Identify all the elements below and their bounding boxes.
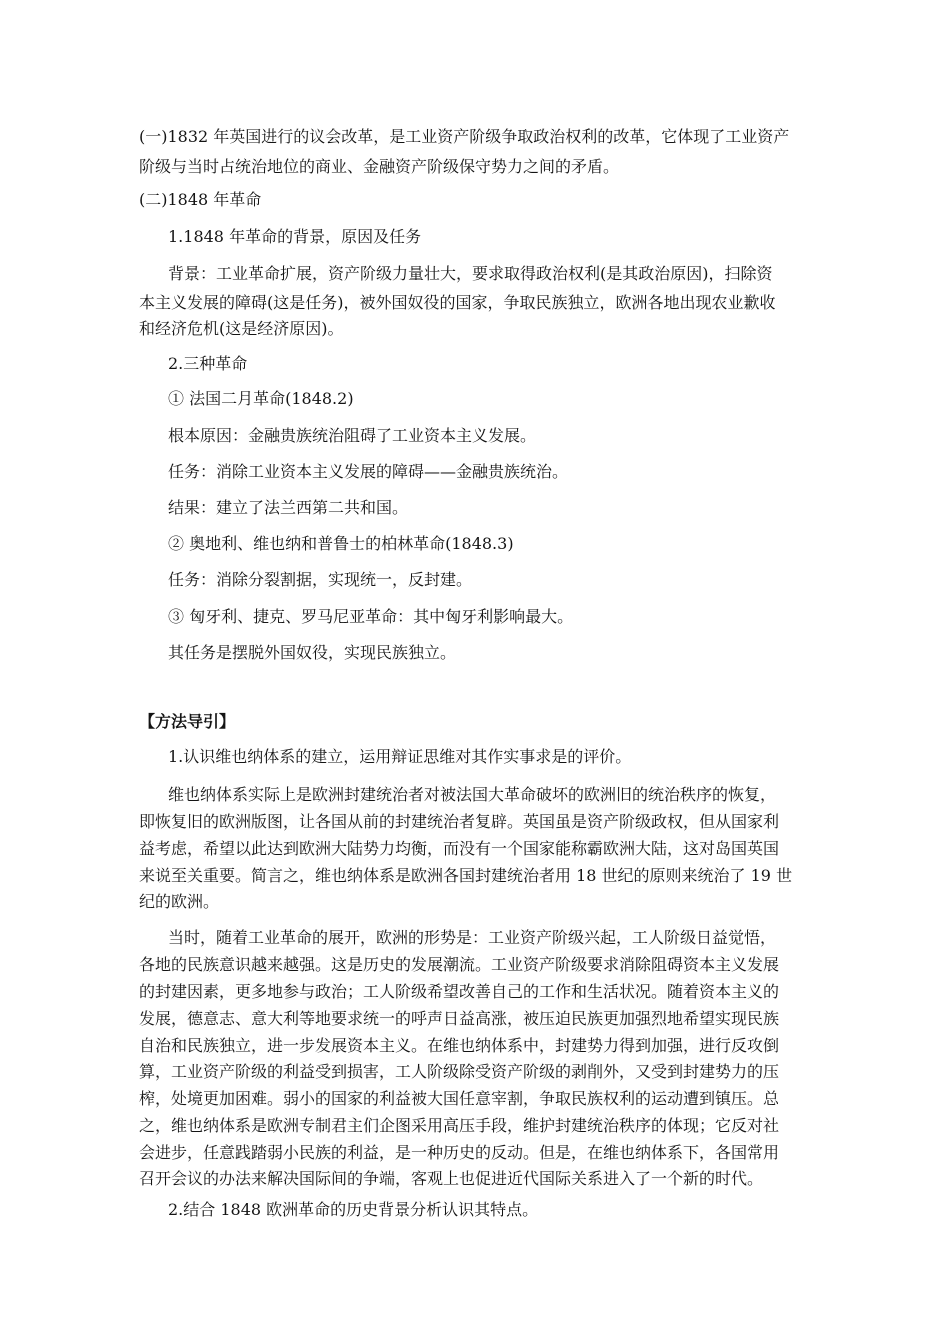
para2-line-10: 召开会议的办法来解决国际间的争端，客观上也促进近代国际关系进入了一个新的时代。 bbox=[139, 1169, 764, 1188]
item-1-title: 1.1848 年革命的背景，原因及任务 bbox=[168, 227, 422, 246]
method-guide-heading: 【方法导引】 bbox=[139, 712, 236, 731]
para1-line-3: 益考虑，希望以此达到欧洲大陆势力均衡，而没有一个国家能称霸欧洲大陆，这对岛国英国 bbox=[139, 839, 780, 858]
para1-line-2: 即恢复旧的欧洲版图，让各国从前的封建统治者复辟。英国虽是资产阶级政权，但从国家利 bbox=[139, 812, 780, 831]
point-2: 2.结合 1848 欧洲革命的历史背景分析认识其特点。 bbox=[168, 1200, 539, 1219]
section-one-line-2: 阶级与当时占统治地位的商业、金融资产阶级保守势力之间的矛盾。 bbox=[139, 157, 620, 176]
para2-line-6: 算，工业资产阶级的利益受到损害，工人阶级除受资产阶级的剥削外，又受到封建势力的压 bbox=[139, 1062, 780, 1081]
france-task: 任务：消除工业资本主义发展的障碍——金融贵族统治。 bbox=[168, 462, 569, 481]
france-title: ① 法国二月革命(1848.2) bbox=[168, 389, 354, 408]
france-cause: 根本原因：金融贵族统治阻碍了工业资本主义发展。 bbox=[168, 426, 537, 445]
para1-line-4: 来说至关重要。简言之，维也纳体系是欧洲各国封建统治者用 18 世纪的原则来统治了 19 世 bbox=[139, 866, 793, 885]
para2-line-5: 自治和民族独立，进一步发展资本主义。在维也纳体系中，封建势力得到加强，进行反攻倒 bbox=[139, 1036, 780, 1055]
para2-line-3: 的封建因素，更多地参与政治；工人阶级希望改善自己的工作和生活状况。随着资本主义的 bbox=[139, 982, 780, 1001]
para2-line-1: 当时，随着工业革命的展开，欧洲的形势是：工业资产阶级兴起，工人阶级日益觉悟， bbox=[168, 928, 777, 947]
para1-line-1: 维也纳体系实际上是欧洲封建统治者对被法国大革命破坏的欧洲旧的统治秩序的恢复， bbox=[168, 785, 777, 804]
hungary-title: ③ 匈牙利、捷克、罗马尼亚革命：其中匈牙利影响最大。 bbox=[168, 607, 574, 626]
hungary-task: 其任务是摆脱外国奴役，实现民族独立。 bbox=[168, 643, 457, 662]
background-line-2: 本主义发展的障碍(这是任务)，被外国奴役的国家，争取民族独立，欧洲各地出现农业歉收 bbox=[139, 293, 776, 312]
item-2-title: 2.三种革命 bbox=[168, 354, 248, 373]
section-one-line-1: (一)1832 年英国进行的议会改革，是工业资产阶级争取政治权利的改革，它体现了工业资产 bbox=[139, 127, 790, 146]
austria-task: 任务：消除分裂割据，实现统一，反封建。 bbox=[168, 570, 473, 589]
para1-line-5: 纪的欧洲。 bbox=[139, 892, 220, 911]
background-line-1: 背景：工业革命扩展，资产阶级力量壮大，要求取得政治权利(是其政治原因)，扫除资 bbox=[168, 264, 773, 283]
section-two-title: (二)1848 年革命 bbox=[139, 190, 262, 209]
para2-line-2: 各地的民族意识越来越强。这是历史的发展潮流。工业资产阶级要求消除阻碍资本主义发展 bbox=[139, 955, 780, 974]
para2-line-8: 之，维也纳体系是欧洲专制君主们企图采用高压手段，维护封建统治秩序的体现；它反对社 bbox=[139, 1116, 780, 1135]
para2-line-4: 发展，德意志、意大利等地要求统一的呼声日益高涨，被压迫民族更加强烈地希望实现民族 bbox=[139, 1009, 780, 1028]
austria-title: ② 奥地利、维也纳和普鲁士的柏林革命(1848.3) bbox=[168, 534, 514, 553]
point-1: 1.认识维也纳体系的建立，运用辩证思维对其作实事求是的评价。 bbox=[168, 747, 632, 766]
para2-line-9: 会进步，任意践踏弱小民族的利益，是一种历史的反动。但是，在维也纳体系下，各国常用 bbox=[139, 1143, 780, 1162]
france-result: 结果：建立了法兰西第二共和国。 bbox=[168, 498, 409, 517]
background-line-3: 和经济危机(这是经济原因)。 bbox=[139, 319, 344, 338]
para2-line-7: 榨，处境更加困难。弱小的国家的利益被大国任意宰割，争取民族权利的运动遭到镇压。总 bbox=[139, 1089, 780, 1108]
